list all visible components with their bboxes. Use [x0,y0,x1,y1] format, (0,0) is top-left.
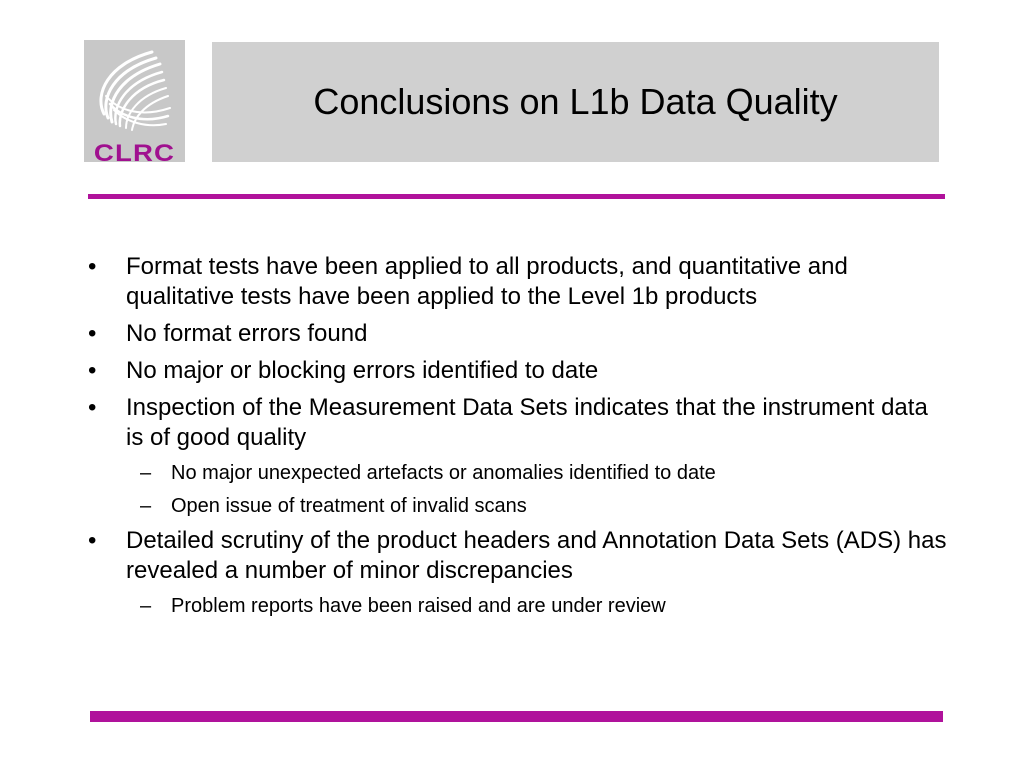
bullet-item [88,393,948,453]
dash-marker: – [140,595,152,617]
bullet-item [88,356,948,386]
bullet-marker: • [88,527,97,554]
sub-bullet-item [88,493,948,519]
bullet-text: No major or blocking errors identified to date [126,357,599,384]
bullet-marker: • [88,394,97,421]
dash-marker: – [140,495,152,517]
slide-title: Conclusions on L1b Data Quality [313,81,838,122]
bottom-divider [90,711,943,722]
bullet-text: Inspection of the Measurement Data Sets indicates that the instrument data is of good quality [126,394,928,451]
bullet-marker: • [88,357,97,384]
bullet-text: Detailed scrutiny of the product headers and Annotation Data Sets (ADS) has revealed a number of minor discrepancies [126,527,947,584]
bullet-item [88,319,948,349]
swirl-logo-icon [90,44,180,136]
bullet-text: Format tests have been applied to all products, and quantitative and qualitative tests have been applied to the Level 1b products [126,253,848,310]
bullet-text: No format errors found [126,320,368,347]
top-divider [88,194,945,199]
sub-bullet-item [88,593,948,619]
bullet-text: Problem reports have been raised and are under review [171,595,666,617]
logo-text: CLRC [93,140,176,167]
bullet-item [88,526,948,586]
bullet-marker: • [88,320,97,347]
sub-bullet-item [88,460,948,486]
bullet-item [88,252,948,312]
dash-marker: – [140,462,152,484]
bullet-list [88,252,948,626]
bullet-text: Open issue of treatment of invalid scans [171,495,527,517]
bullet-marker: • [88,253,97,280]
bullet-text: No major unexpected artefacts or anomalies identified to date [171,462,716,484]
logo [84,40,185,167]
title-bar [212,42,939,162]
